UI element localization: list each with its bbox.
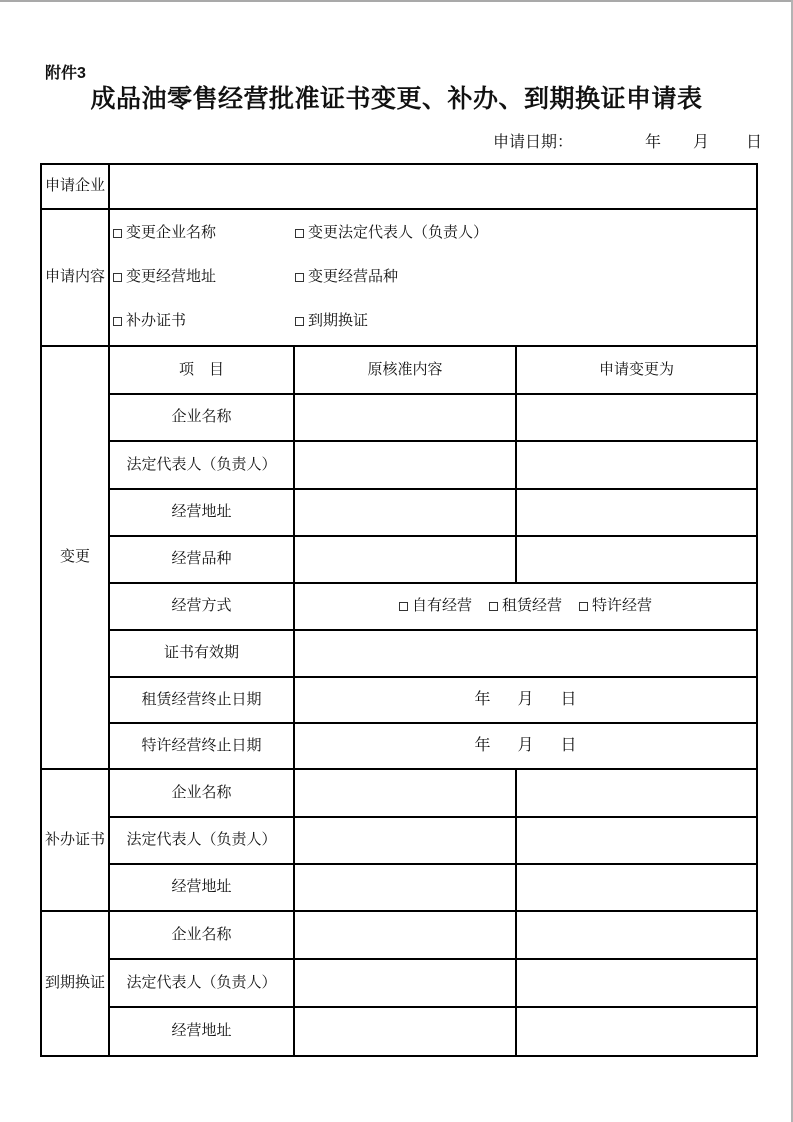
option-label: 变更企业名称 (126, 225, 217, 242)
item-label-cell: 经营方式 (109, 583, 294, 630)
applicant-value-cell[interactable] (109, 164, 757, 209)
option-change-company-name[interactable] (113, 224, 295, 243)
business-mode-options-cell (294, 583, 757, 630)
date-year-label: 年 (474, 737, 491, 754)
content-option-lines (110, 212, 756, 343)
applicant-label-cell: 申请企业 (41, 164, 109, 209)
option-label: 特许经营 (592, 598, 653, 615)
change-row-legal-representative (41, 441, 757, 489)
item-label-cell: 证书有效期 (109, 630, 294, 677)
original-content-cell[interactable] (294, 489, 516, 536)
date-day-label: 日 (560, 691, 577, 708)
original-content-cell[interactable] (294, 441, 516, 489)
reissue-row-legal-representative (41, 817, 757, 864)
option-leased-operation[interactable] (489, 597, 562, 616)
item-label-cell: 企业名称 (109, 911, 294, 959)
checkbox-icon (295, 317, 304, 326)
option-franchised-operation[interactable] (579, 597, 652, 616)
item-label-cell: 法定代表人（负责人） (109, 959, 294, 1007)
option-label: 到期换证 (308, 312, 369, 329)
section-label-renewal: 到期换证 (41, 911, 109, 1056)
option-self-operated[interactable] (399, 597, 472, 616)
original-content-cell[interactable] (294, 394, 516, 441)
content-option-line (113, 224, 756, 243)
content-option-line (113, 312, 756, 331)
reissue-row-business-address (41, 864, 757, 911)
date-day-label: 日 (560, 737, 577, 754)
change-header-row (41, 346, 757, 394)
checkbox-icon (113, 273, 122, 282)
original-content-cell[interactable] (294, 536, 516, 583)
application-content-row (41, 209, 757, 346)
date-year-label: 年 (644, 134, 661, 151)
change-row-business-address (41, 489, 757, 536)
option-label: 补办证书 (126, 312, 187, 329)
option-label: 变更经营品种 (308, 269, 399, 286)
content-label-cell: 申请内容 (41, 209, 109, 346)
option-change-business-address[interactable] (113, 268, 295, 287)
date-month-label: 月 (692, 134, 709, 151)
option-change-business-variety[interactable] (295, 268, 398, 287)
section-label-change: 变更 (41, 346, 109, 769)
reissue-row-company-name (41, 769, 757, 817)
checkbox-icon (113, 317, 122, 326)
item-label-cell: 经营地址 (109, 489, 294, 536)
date-placeholder (295, 690, 756, 710)
original-content-cell[interactable] (294, 911, 516, 959)
requested-change-cell[interactable] (516, 817, 757, 864)
option-label: 变更经营地址 (126, 269, 217, 286)
date-year-label: 年 (474, 691, 491, 708)
application-date-label: 申请日期： (492, 134, 573, 151)
date-placeholder (295, 736, 756, 756)
change-row-business-variety (41, 536, 757, 583)
checkbox-icon (579, 602, 588, 611)
change-row-company-name (41, 394, 757, 441)
date-day-label: 日 (745, 134, 762, 151)
option-reissue-certificate[interactable] (113, 312, 295, 331)
item-label-cell: 经营地址 (109, 864, 294, 911)
original-content-cell[interactable] (294, 959, 516, 1007)
scan-edge-top (0, 0, 793, 2)
item-label-cell: 企业名称 (109, 394, 294, 441)
content-option-line (113, 268, 756, 287)
checkbox-icon (295, 273, 304, 282)
checkbox-icon (399, 602, 408, 611)
date-month-label: 月 (517, 691, 534, 708)
original-content-cell[interactable] (294, 864, 516, 911)
item-label-cell: 法定代表人（负责人） (109, 441, 294, 489)
change-row-business-mode (41, 583, 757, 630)
section-label-reissue: 补办证书 (41, 769, 109, 911)
column-header-requested: 申请变更为 (516, 346, 757, 394)
option-label: 变更法定代表人（负责人） (308, 225, 489, 242)
checkbox-icon (113, 229, 122, 238)
certificate-validity-value-cell[interactable] (294, 630, 757, 677)
requested-change-cell[interactable] (516, 1007, 757, 1056)
original-content-cell[interactable] (294, 769, 516, 817)
renewal-row-company-name (41, 911, 757, 959)
business-mode-options (295, 597, 756, 616)
checkbox-icon (489, 602, 498, 611)
requested-change-cell[interactable] (516, 959, 757, 1007)
item-label-cell: 法定代表人（负责人） (109, 817, 294, 864)
item-label-cell: 租赁经营终止日期 (109, 677, 294, 723)
option-label: 租赁经营 (502, 598, 563, 615)
date-month-label: 月 (517, 737, 534, 754)
checkbox-icon (295, 229, 304, 238)
applicant-row (41, 164, 757, 209)
application-content-options-cell (109, 209, 757, 346)
franchise-end-date-cell[interactable] (294, 723, 757, 769)
lease-end-date-cell[interactable] (294, 677, 757, 723)
attachment-label: 附件3 (45, 65, 86, 82)
item-label-cell: 经营品种 (109, 536, 294, 583)
requested-change-cell[interactable] (516, 489, 757, 536)
column-header-item: 项 目 (109, 346, 294, 394)
renewal-row-legal-representative (41, 959, 757, 1007)
item-label-cell: 企业名称 (109, 769, 294, 817)
requested-change-cell[interactable] (516, 536, 757, 583)
application-date-line (493, 129, 762, 152)
item-label-cell: 特许经营终止日期 (109, 723, 294, 769)
requested-change-cell[interactable] (516, 394, 757, 441)
requested-change-cell[interactable] (516, 864, 757, 911)
original-content-cell[interactable] (294, 817, 516, 864)
requested-change-cell[interactable] (516, 769, 757, 817)
requested-change-cell[interactable] (516, 441, 757, 489)
change-row-certificate-validity (41, 630, 757, 677)
change-row-franchise-end-date (41, 723, 757, 769)
option-renewal-certificate[interactable] (295, 312, 368, 331)
option-change-legal-representative[interactable] (295, 224, 488, 243)
change-row-lease-end-date (41, 677, 757, 723)
page-title: 成品油零售经营批准证书变更、补办、到期换证申请表 (90, 85, 703, 113)
requested-change-cell[interactable] (516, 911, 757, 959)
item-label-cell: 经营地址 (109, 1007, 294, 1056)
renewal-row-business-address (41, 1007, 757, 1056)
original-content-cell[interactable] (294, 1007, 516, 1056)
application-form-table (40, 163, 758, 1057)
column-header-original: 原核准内容 (294, 346, 516, 394)
option-label: 自有经营 (411, 598, 472, 615)
